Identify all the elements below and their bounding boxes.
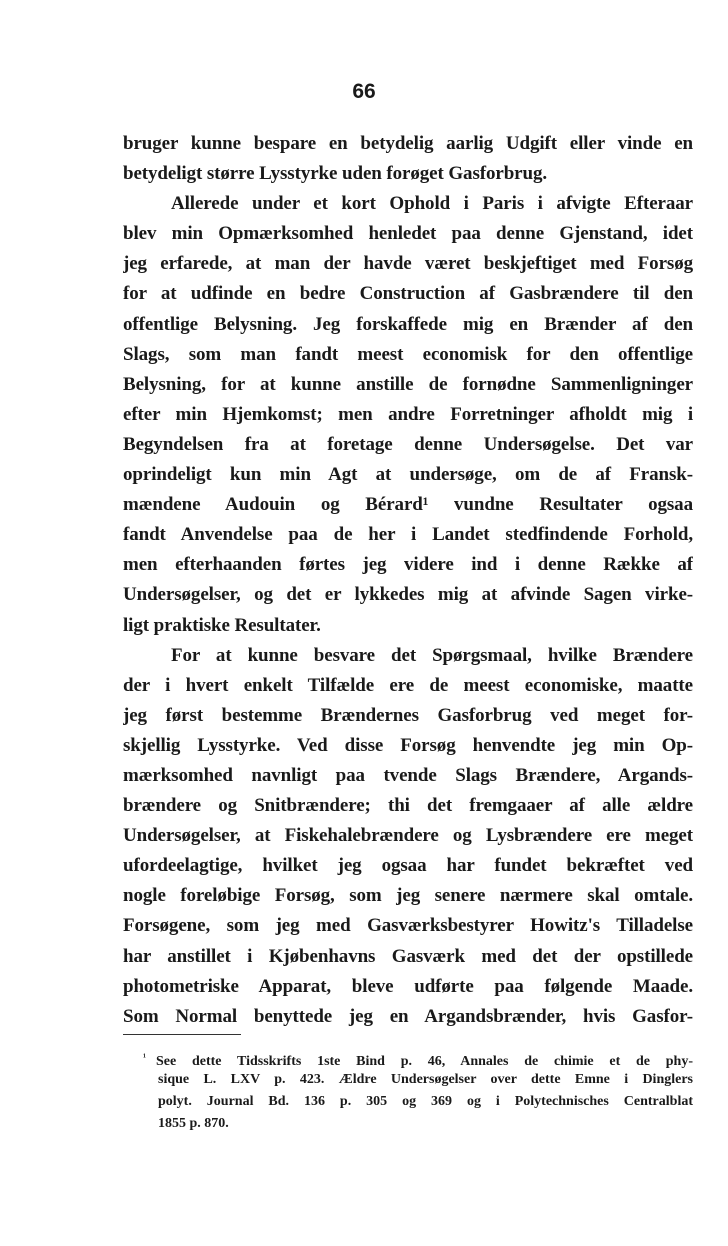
text-line: jeg erfarede, at man der havde været beskjeftiget med Forsøg <box>123 253 693 275</box>
footnote-line: polyt. Journal Bd. 136 p. 305 og 369 og i Polytechnisches Centralblat <box>158 1094 693 1109</box>
footnote-rule <box>123 1034 241 1035</box>
text-line: photometriske Apparat, bleve udførte paa følgende Maade. <box>123 975 693 997</box>
text-line: Allerede under et kort Ophold i Paris i afvigte Efteraar <box>171 193 693 215</box>
text-line: Begyndelsen fra at foretage denne Undersøgelse. Det var <box>123 433 693 455</box>
text-line: skjellig Lysstyrke. Ved disse Forsøg henvendte jeg min Op- <box>123 734 693 756</box>
text-line: Belysning, for at kunne anstille de fornødne Sammenligninger <box>123 373 693 395</box>
text-line: betydeligt større Lysstyrke uden forøget Gasforbrug. <box>123 163 548 185</box>
footnote <box>123 1047 693 1135</box>
footnote-line: 1855 p. 870. <box>158 1116 229 1131</box>
text-line: fandt Anvendelse paa de her i Landet stedfindende Forhold, <box>123 524 693 546</box>
text-line: jeg først bestemme Brændernes Gasforbrug ved meget for- <box>123 704 693 726</box>
footnote-marker: ¹ <box>143 1052 146 1063</box>
text-line: mærksomhed navnligt paa tvende Slags Brændere, Argands- <box>123 764 693 786</box>
text-line: Slags, som man fandt meest economisk for den offentlige <box>123 343 693 365</box>
footnote-line: sique L. LXV p. 423. Ældre Undersøgelser over dette Emne i Dinglers <box>158 1072 693 1087</box>
text-line: offentlige Belysning. Jeg forskaffede mig en Brænder af den <box>123 313 693 335</box>
text-line: blev min Opmærksomhed henledet paa denne Gjenstand, idet <box>123 223 693 245</box>
text-line: Forsøgene, som jeg med Gasværksbestyrer Howitz's Tilladelse <box>123 915 693 937</box>
text-line: ligt praktiske Resultater. <box>123 614 321 636</box>
text-line: bruger kunne bespare en betydelig aarlig Udgift eller vinde en <box>123 133 693 154</box>
faint-watermark <box>488 1198 618 1220</box>
text-line: efter min Hjemkomst; men andre Forretninger afholdt mig i <box>123 403 693 425</box>
text-line: oprindeligt kun min Agt at undersøge, om de af Fransk- <box>123 464 693 486</box>
text-line: Undersøgelser, at Fiskehalebrændere og Lysbrændere ere meget <box>123 825 693 847</box>
text-line: Som Normal benyttede jeg en Argandsbrænder, hvis Gasfor- <box>123 1005 693 1027</box>
text-line: mændene Audouin og Bérard¹ vundne Resultater ogsaa <box>123 494 693 516</box>
text-line: men efterhaanden førtes jeg videre ind i denne Række af <box>123 554 693 576</box>
page-number: 66 <box>352 80 376 103</box>
text-line: der i hvert enkelt Tilfælde ere de meest economiske, maatte <box>123 674 693 696</box>
text-line: ufordeelagtige, hvilket jeg ogsaa har fundet bekræftet ved <box>123 855 693 877</box>
text-line: For at kunne besvare det Spørgsmaal, hvilke Brændere <box>171 644 693 666</box>
footnote-line <box>123 1047 693 1069</box>
body-text <box>123 129 693 1032</box>
text-line: har anstillet i Kjøbenhavns Gasværk med det der opstillede <box>123 945 693 967</box>
text-line: nogle foreløbige Forsøg, som jeg senere nærmere skal omtale. <box>123 885 693 907</box>
text-line: for at udfinde en bedre Construction af Gasbrændere til den <box>123 283 693 305</box>
text-line: brændere og Snitbrændere; thi det fremgaaer af alle ældre <box>123 795 693 817</box>
footnote-text: See dette Tidsskrifts 1ste Bind p. 46, Annales de chimie et de phy- <box>156 1054 693 1069</box>
text-line: Undersøgelser, og det er lykkedes mig at afvinde Sagen virke- <box>123 584 693 606</box>
